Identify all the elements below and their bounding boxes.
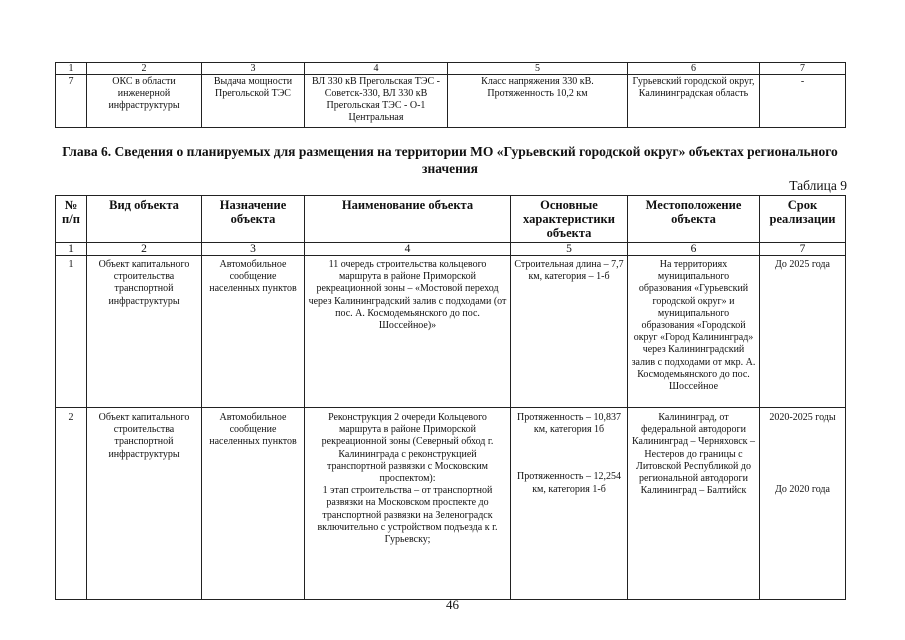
col-num-1: 1 bbox=[56, 243, 87, 256]
cell-characteristics: Строительная длина – 7,7 км, категория – 1-б bbox=[511, 256, 628, 408]
cell-characteristics: Класс напряжения 330 кВ. Протяженность 10,2 км bbox=[448, 75, 628, 128]
table-row bbox=[56, 75, 846, 128]
table-label: Таблица 9 bbox=[789, 178, 847, 193]
col-num-5: 5 bbox=[448, 63, 628, 75]
header-characteristics: Основные характеристики объекта bbox=[511, 196, 628, 243]
header-location: Местоположение объекта bbox=[628, 196, 760, 243]
page-number: 46 bbox=[446, 597, 459, 612]
cell-purpose: Автомобильное сообщение населенных пунктов bbox=[202, 408, 305, 600]
header-kind: Вид объекта bbox=[87, 196, 202, 243]
col-num-3: 3 bbox=[202, 63, 305, 75]
col-num-1: 1 bbox=[56, 63, 87, 75]
col-num-2: 2 bbox=[87, 243, 202, 256]
cell-name: ВЛ 330 кВ Прегольская ТЭС - Советск-330, ВЛ 330 кВ Прегольская ТЭС - О-1 Центральная bbox=[305, 75, 448, 128]
col-num-6: 6 bbox=[628, 63, 760, 75]
cell-location: На территориях муниципального образования «Гурьевский городской округ» и муниципального образования «Городской округ «Город Калининград» через Калининградский залив с подходами от мкр. А. Космодемьянского до пос. Шоссейное bbox=[628, 256, 760, 408]
cell-purpose: Автомобильное сообщение населенных пунктов bbox=[202, 256, 305, 408]
cell-kind: Объект капитального строительства транспортной инфраструктуры bbox=[87, 256, 202, 408]
regional-objects-table bbox=[55, 195, 846, 600]
col-num-3: 3 bbox=[202, 243, 305, 256]
cell-number: 1 bbox=[56, 256, 87, 408]
table-row bbox=[56, 256, 846, 408]
cell-deadline: - bbox=[760, 75, 846, 128]
col-num-4: 4 bbox=[305, 63, 448, 75]
col-num-5: 5 bbox=[511, 243, 628, 256]
header-row bbox=[56, 196, 846, 243]
cell-name: 11 очередь строительства кольцевого маршрута в районе Приморской рекреационной зоны – «Мостовой переход через Калининградский залив с подходами (от пос. А. Космодемьянского до пос. Шоссейное)» bbox=[305, 256, 511, 408]
cell-name bbox=[305, 408, 511, 600]
name-part-1: Реконструкция 2 очереди Кольцевого маршрута в районе Приморской рекреационной зоны (Северный обход г. Калининграда с реконструкцией транспортной развязки с Московским проспектом): bbox=[321, 412, 494, 485]
characteristics-part-1: Протяженность – 10,837 км, категория 1б bbox=[517, 412, 621, 436]
spacer bbox=[763, 424, 842, 484]
cell-location: Калининград, от федеральной автодороги Калининград – Черняховск – Нестеров до границы с Литовской Республикой до региональной автодороги Калининград – Балтийск bbox=[628, 408, 760, 600]
cell-number: 2 bbox=[56, 408, 87, 600]
continuation-table bbox=[55, 62, 846, 128]
deadline-part-2: До 2020 года bbox=[775, 484, 830, 496]
col-num-4: 4 bbox=[305, 243, 511, 256]
col-num-7: 7 bbox=[760, 63, 846, 75]
cell-kind: Объект капитального строительства транспортной инфраструктуры bbox=[87, 408, 202, 600]
characteristics-part-2: Протяженность – 12,254 км, категория 1-б bbox=[517, 471, 621, 495]
header-name: Наименование объекта bbox=[305, 196, 511, 243]
table-row bbox=[56, 408, 846, 600]
header-purpose: Назначение объекта bbox=[202, 196, 305, 243]
deadline-part-1: 2020-2025 годы bbox=[769, 412, 836, 423]
column-number-row bbox=[56, 63, 846, 75]
col-num-7: 7 bbox=[760, 243, 846, 256]
chapter-title: Глава 6. Сведения о планируемых для размещения на территории МО «Гурьевский городской округ» объектах регионального значения bbox=[62, 144, 838, 176]
cell-number: 7 bbox=[56, 75, 87, 128]
cell-location: Гурьевский городской округ, Калининградская область bbox=[628, 75, 760, 128]
cell-kind: ОКС в области инженерной инфраструктуры bbox=[87, 75, 202, 128]
cell-deadline bbox=[760, 408, 846, 600]
name-part-2: 1 этап строительства – от транспортной развязки на Московском проспекте до транспортной развязки на Зеленоградск включительно с устройством подъезда к г. Гурьевску; bbox=[317, 485, 498, 546]
col-num-6: 6 bbox=[628, 243, 760, 256]
cell-characteristics bbox=[511, 408, 628, 600]
cell-purpose: Выдача мощности Прегольской ТЭС bbox=[202, 75, 305, 128]
spacer bbox=[514, 436, 624, 471]
header-number: № п/п bbox=[56, 196, 87, 243]
cell-deadline: До 2025 года bbox=[760, 256, 846, 408]
col-num-2: 2 bbox=[87, 63, 202, 75]
header-deadline: Срок реализации bbox=[760, 196, 846, 243]
column-number-row bbox=[56, 243, 846, 256]
